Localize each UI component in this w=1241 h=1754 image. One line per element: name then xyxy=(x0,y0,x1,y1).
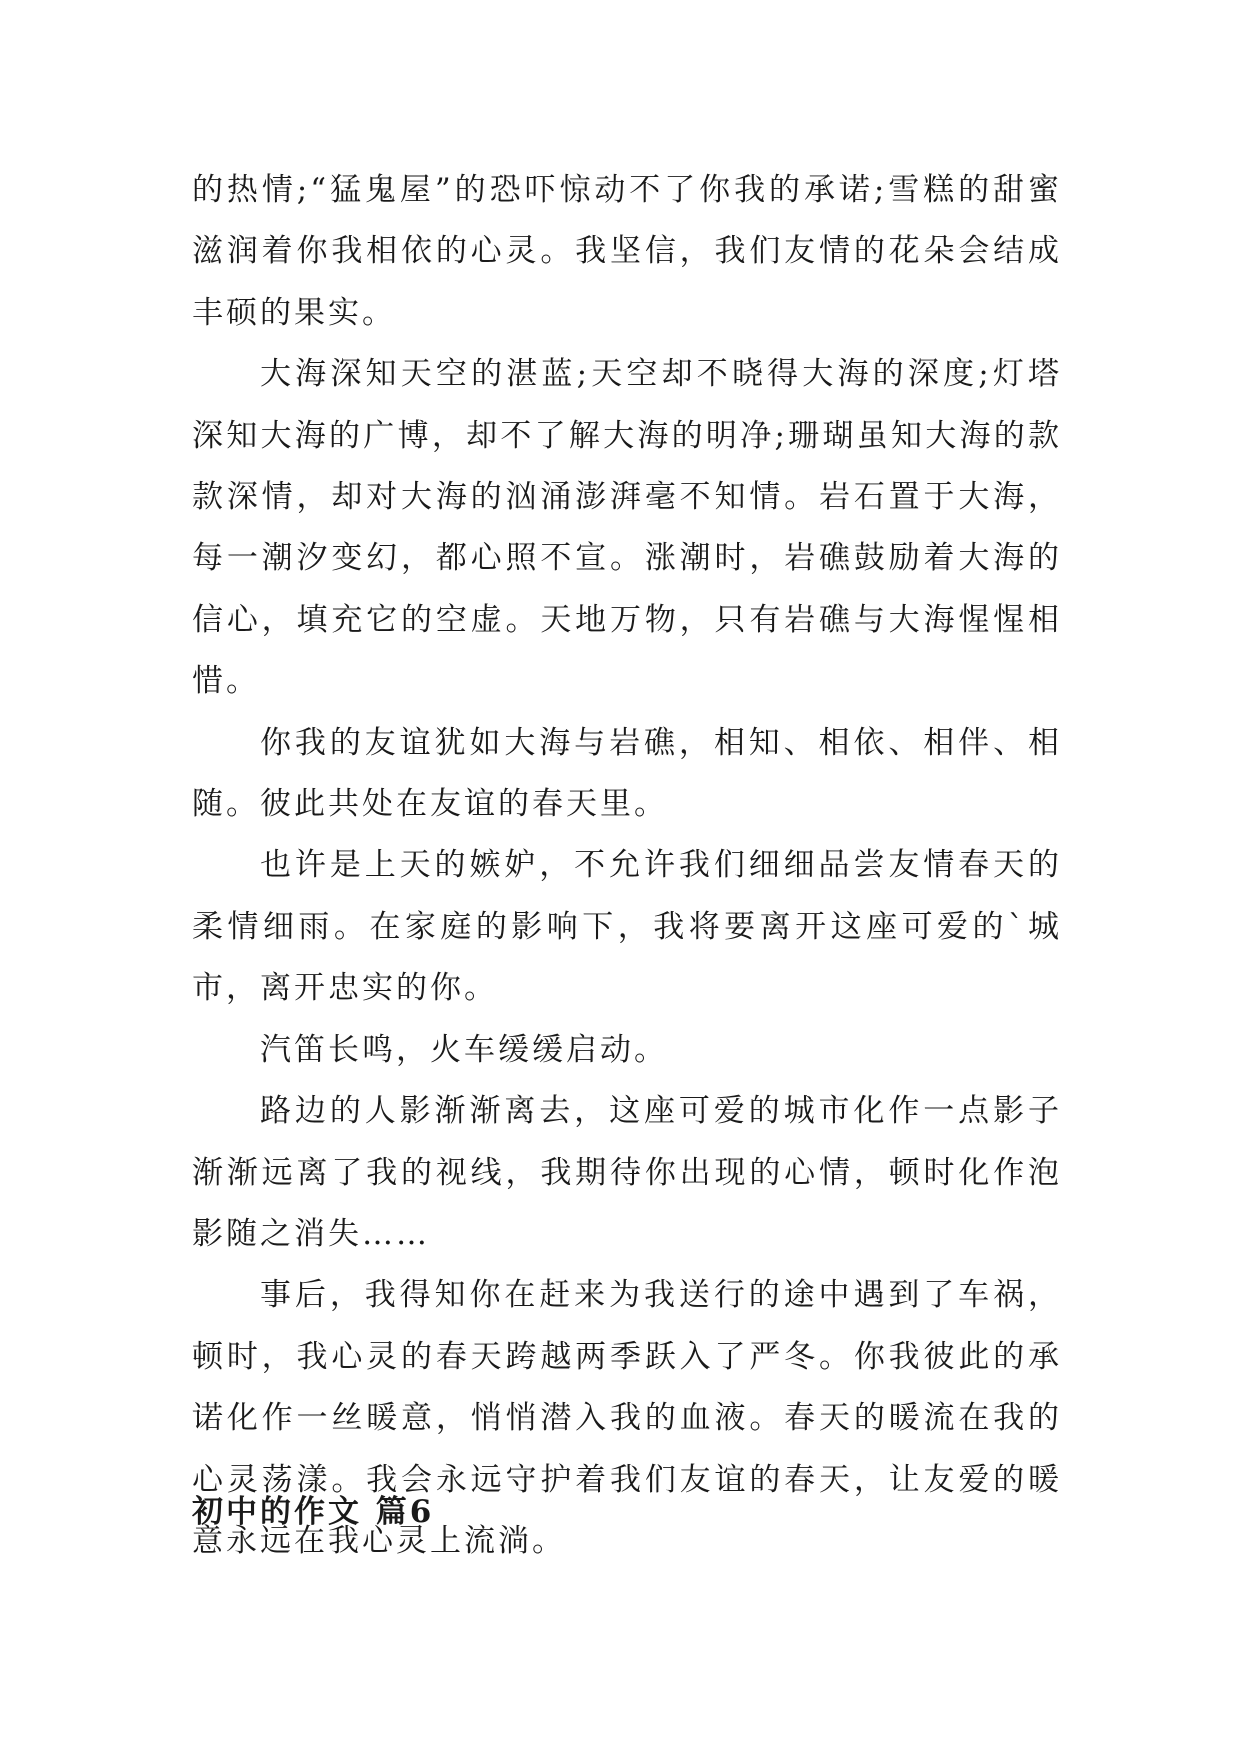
paragraph-friendship: 你我的友谊犹如大海与岩礁，相知、相依、相伴、相随。彼此共处在友谊的春天里。 xyxy=(192,724,1062,823)
paragraph-departure: 路边的人影渐渐离去，这座可爱的城市化作一点影子渐渐远离了我的视线，我期待你出现的心情，顿时化作泡影随之消失…… xyxy=(192,1093,1062,1252)
section-heading: 初中的作文 篇6 xyxy=(192,1494,435,1530)
paragraph-continued: 的热情;“猛鬼屋”的恐吓惊动不了你我的承诺;雪糕的甜蜜滋润着你我相依的心灵。我坚信，我们友情的花朵会结成丰硕的果实。 xyxy=(192,172,1062,331)
paragraph-sea-and-reef: 大海深知天空的湛蓝;天空却不晓得大海的深度;灯塔深知大海的广博，却不了解大海的明净;珊瑚虽知大海的款款深情，却对大海的汹涌澎湃毫不知情。岩石置于大海，每一潮汐变幻，都心照不宣。涨潮时，岩礁鼓励着大海的信心，填充它的空虚。天地万物，只有岩礁与大海惺惺相惜。 xyxy=(192,356,1062,700)
paragraph-train: 汽笛长鸣，火车缓缓启动。 xyxy=(260,1031,668,1068)
paragraph-aftermath: 事后，我得知你在赶来为我送行的途中遇到了车祸，顿时，我心灵的春天跨越两季跃入了严冬。你我彼此的承诺化作一丝暖意，悄悄潜入我的血液。春天的暖流在我的心灵荡漾。我会永远守护着我们友谊的春天，让友爱的暖意永远在我心灵上流淌。 xyxy=(192,1277,1062,1559)
essay-body xyxy=(192,160,1062,1572)
paragraph-leaving: 也许是上天的嫉妒，不允许我们细细品尝友情春天的柔情细雨。在家庭的影响下，我将要离开这座可爱的`城市，离开忠实的你。 xyxy=(192,847,1062,1007)
